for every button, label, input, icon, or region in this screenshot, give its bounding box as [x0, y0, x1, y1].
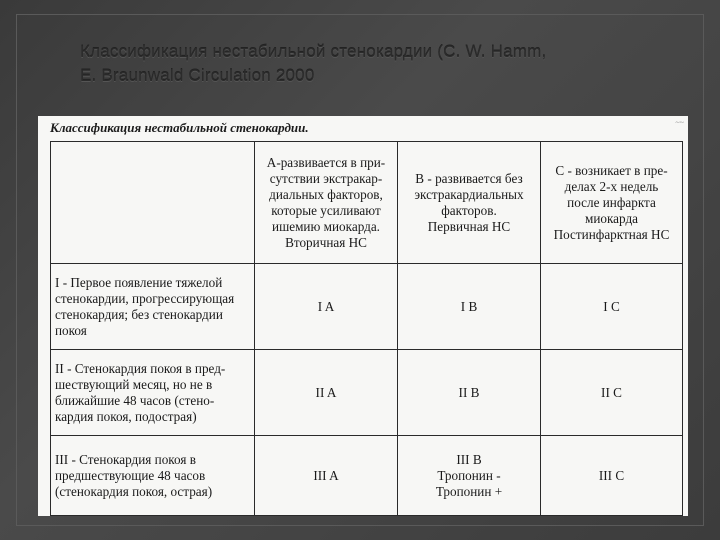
cell-text: III A	[313, 467, 339, 483]
header-text: Вторичная НС	[285, 234, 367, 250]
header-text: после инфаркта	[567, 194, 656, 210]
row-label-text: кардия покоя, подострая)	[55, 408, 197, 424]
table-caption: Классификация нестабильной стенокардии.	[50, 120, 309, 135]
header-text: делах 2-х недель	[564, 178, 659, 194]
troponin-negative-text: Тропонин -	[437, 467, 501, 483]
cell-1b	[398, 264, 541, 350]
troponin-positive-text: Тропонин +	[435, 483, 503, 499]
classification-table	[50, 141, 683, 516]
row-label-class-1	[51, 264, 255, 350]
header-text: факторов.	[441, 202, 497, 218]
header-text: экстракардиальных	[414, 186, 524, 202]
cell-text: I B	[460, 298, 478, 314]
cell-3c	[541, 436, 683, 516]
header-text: Постинфарктная НС	[553, 226, 670, 242]
row-label-text: шествующий месяц, но не в	[55, 376, 213, 392]
cell-text: III B	[456, 451, 482, 467]
scanned-table-image	[38, 116, 688, 516]
empty-corner-cell	[51, 142, 255, 264]
cell-2c	[541, 350, 683, 436]
scan-corner-mark: ~~	[675, 118, 684, 127]
cell-2a	[255, 350, 398, 436]
cell-text: III C	[598, 467, 625, 483]
header-text: ишемию миокарда.	[272, 218, 380, 234]
row-label-class-2	[51, 350, 255, 436]
table-row-class-1	[51, 264, 683, 350]
header-text: миокарда	[584, 210, 639, 226]
cell-text: II A	[315, 384, 337, 400]
header-text: которые усиливают	[271, 202, 381, 218]
row-label-class-3	[51, 436, 255, 516]
slide-title-line: Классификация нестабильной стенокардии (C. W. Hamm,	[80, 42, 547, 61]
header-text: Первичная НС	[427, 218, 511, 234]
row-label-text: I - Первое появление тяжелой	[55, 274, 223, 290]
row-label-text: III - Стенокардия покоя в	[55, 451, 196, 467]
cell-2b	[398, 350, 541, 436]
row-label-text: стенокардия; без стенокардии	[55, 306, 223, 322]
header-text: В - развивается без	[415, 170, 523, 186]
table-row-class-2	[51, 350, 683, 436]
cell-3b	[398, 436, 541, 516]
header-text: диальных факторов,	[269, 186, 383, 202]
cell-text: I C	[603, 298, 620, 314]
row-label-text: предшествующие 48 часов	[55, 467, 206, 483]
cell-1a	[255, 264, 398, 350]
row-label-text: (стенокардия покоя, острая)	[55, 483, 213, 499]
header-text: сутствии экстракар-	[269, 170, 383, 186]
row-label-text: стенокардии, прогрессирующая	[55, 290, 235, 306]
header-cell-a	[255, 142, 398, 264]
cell-text: I A	[317, 298, 335, 314]
cell-1c	[541, 264, 683, 350]
header-cell-b	[398, 142, 541, 264]
row-label-text: II - Стенокардия покоя в пред-	[55, 360, 226, 376]
table-header-row	[51, 142, 683, 264]
header-text: А-развивается в при-	[266, 154, 386, 170]
slide-title	[80, 40, 700, 88]
row-label-text: покоя	[55, 322, 87, 338]
row-label-text: ближайшие 48 часов (стено-	[55, 392, 215, 408]
header-text: С - возникает в пре-	[555, 162, 668, 178]
cell-text: II B	[458, 384, 480, 400]
cell-text: II C	[601, 384, 622, 400]
slide-title-line: E. Braunwald Circulation 2000	[80, 66, 315, 85]
cell-3a	[255, 436, 398, 516]
header-cell-c	[541, 142, 683, 264]
table-row-class-3	[51, 436, 683, 516]
